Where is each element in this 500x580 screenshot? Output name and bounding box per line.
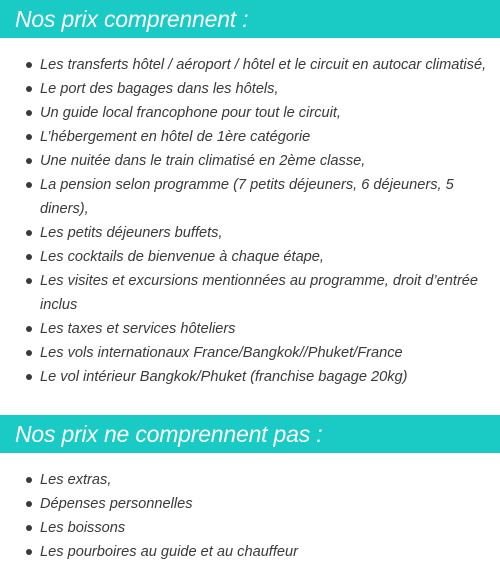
list-item: Un guide local francophone pour tout le circuit,: [40, 101, 500, 125]
bullet-icon: [26, 477, 32, 483]
bullet-icon: [26, 254, 32, 260]
bullet-icon: [26, 62, 32, 68]
excluded-section-header: [0, 415, 500, 453]
bullet-icon: [26, 182, 32, 188]
list-item: Les taxes et services hôteliers: [40, 317, 500, 341]
bullet-icon: [26, 326, 32, 332]
bullet-icon: [26, 134, 32, 140]
bullet-icon: [26, 158, 32, 164]
included-section-header: [0, 0, 500, 38]
list-item: Le port des bagages dans les hôtels,: [40, 77, 500, 101]
bullet-icon: [26, 110, 32, 116]
list-item: L’hébergement en hôtel de 1ère catégorie: [40, 125, 500, 149]
list-item: Les vols internationaux France/Bangkok//Phuket/France: [40, 341, 500, 365]
bullet-icon: [26, 549, 32, 555]
list-item: Les boissons: [40, 516, 500, 540]
list-item: Les extras,: [40, 468, 500, 492]
bullet-icon: [26, 525, 32, 531]
list-item: Les visites et excursions mentionnées au programme, droit d’entrée inclus: [40, 269, 500, 317]
excluded-title: Nos prix ne comprennent pas :: [15, 421, 323, 447]
bullet-icon: [26, 86, 32, 92]
list-item: Le vol intérieur Bangkok/Phuket (franchise bagage 20kg): [40, 365, 500, 389]
bullet-icon: [26, 278, 32, 284]
excluded-list: [0, 468, 500, 564]
included-title: Nos prix comprennent :: [15, 6, 249, 32]
included-list: [0, 53, 500, 389]
list-item: Une nuitée dans le train climatisé en 2ème classe,: [40, 149, 500, 173]
list-item: Les pourboires au guide et au chauffeur: [40, 540, 500, 564]
list-item: Les cocktails de bienvenue à chaque étape,: [40, 245, 500, 269]
bullet-icon: [26, 350, 32, 356]
list-item: Dépenses personnelles: [40, 492, 500, 516]
list-item: Les petits déjeuners buffets,: [40, 221, 500, 245]
bullet-icon: [26, 230, 32, 236]
list-item: Les transferts hôtel / aéroport / hôtel et le circuit en autocar climatisé,: [40, 53, 500, 77]
list-item: La pension selon programme (7 petits déjeuners, 6 déjeuners, 5 diners),: [40, 173, 500, 221]
bullet-icon: [26, 374, 32, 380]
bullet-icon: [26, 501, 32, 507]
